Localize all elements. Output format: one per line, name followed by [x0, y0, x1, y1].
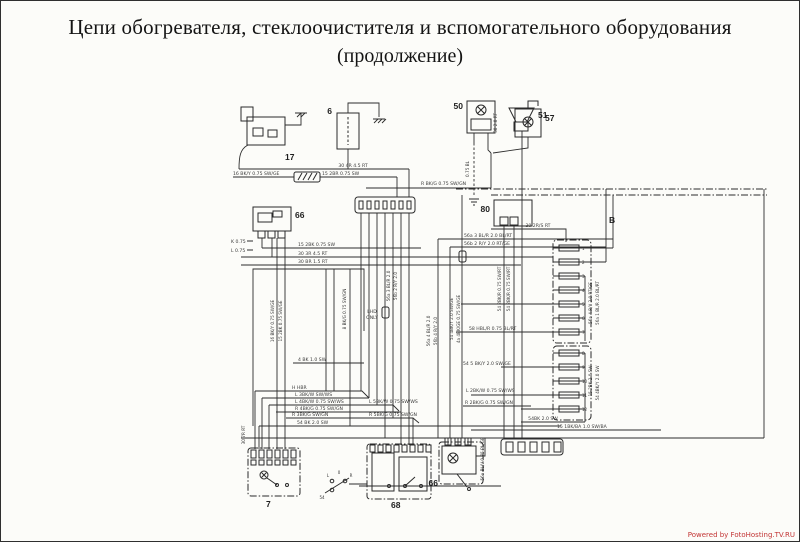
wire-label: 4 BK 1.0 SW: [298, 358, 327, 363]
switch-unit-7: [248, 448, 300, 496]
wire-label-vertical: 54 2BK/R 0.75 SW/RT: [497, 266, 502, 312]
page-title-line2: (продолжение): [336, 45, 464, 67]
wire-label: 56a 3 BL/R 2.0 BL/RT: [464, 234, 513, 239]
wire-label-vertical: 30 7R RT: [241, 425, 246, 445]
wire-label: L 5BK/W 0.75 SW/WS: [369, 400, 418, 405]
switch-position-label: L: [326, 473, 330, 478]
wire-label: R 5BK/G 0.75 SW/GN: [369, 413, 417, 418]
wire-label-vertical: 56a 4 R/Y 2.0 RT/GE: [588, 282, 593, 324]
connector-strip-bottom: [501, 439, 563, 455]
wire-label: 16 BK/Y 0.75 SW/GE: [233, 172, 280, 177]
wire-label: ONLY: [366, 316, 378, 321]
wire-label: 56b 2 R/Y 2.0 RT/GE: [464, 242, 511, 247]
wire-label: 15 2BR 0.75 SW: [322, 172, 360, 177]
label-7: 7: [266, 499, 271, 509]
fuse-number: 12: [582, 407, 588, 412]
lever-switch-icon: [325, 478, 349, 493]
relay-17: [241, 107, 285, 145]
wire-label-vertical: 4a 4BK/GE 0.75 SW/GE: [456, 294, 461, 344]
watermark: Powered by FotoHosting.TV.RU: [687, 531, 795, 539]
wire-label-vertical: 0.75 BL: [465, 161, 470, 177]
wire-label: K 0.75: [231, 240, 246, 245]
wire-label-vertical: 56a 1 BL/R 2.0 BL/RT: [595, 281, 600, 325]
wire-label-vertical: 56b 4 R/Y 2.0: [433, 316, 438, 346]
wire-label: R 3BK/G SW/GN: [292, 413, 329, 418]
wire-label: 58 HBL/R 0.75 BL/RT: [469, 327, 517, 332]
inline-connector-lhd-icon: [382, 307, 389, 318]
fuse-number: 2: [582, 260, 585, 265]
wiring-diagram: [1, 1, 800, 542]
label-51: 51: [538, 110, 548, 120]
label-50: 50: [453, 101, 463, 111]
wire-label-vertical: 54 2BK/R 0.75 SW/RT: [506, 266, 511, 312]
wire-label: 30 4R 4.5 RT: [338, 164, 368, 169]
fuse-number: 10: [582, 379, 588, 384]
wire-label-vertical: 30 2.0 RT: [493, 113, 498, 133]
wire-label: 15 2BK 0.75 SW: [298, 243, 335, 248]
wire-label: 15 1BK/BA 1.0 SW/BA: [557, 425, 607, 430]
connector-strip-top: [355, 197, 415, 213]
fuse-number: 1: [582, 246, 585, 251]
switch-position-label: 0: [337, 470, 341, 475]
wire-label: LHD: [367, 310, 377, 315]
fuse-number: 3: [582, 274, 585, 279]
relay-66-upper: [253, 207, 291, 238]
wire-label: L 0.75: [231, 249, 246, 254]
fuse-number: 9: [582, 365, 585, 370]
wire-label: L 2BK/W 0.75 SW/WS: [466, 389, 515, 394]
fuse-number: 8: [582, 351, 585, 356]
label-68: 68: [391, 500, 401, 510]
wire-label: R 4BK/G 0.75 SW/GN: [295, 407, 343, 412]
label-80: 80: [480, 204, 490, 214]
component-6: [337, 113, 359, 149]
wire-label-vertical: 15 2BK 0.75 SW/GE: [278, 300, 283, 342]
fuses: [559, 245, 579, 412]
wire-label-vertical: 56a BL/V 0.75 BL/GE: [480, 437, 485, 481]
wire-label: 54 BK 2.0 SW: [297, 421, 329, 426]
wire-label-vertical: 15 2BK 2.0 SW: [588, 365, 593, 397]
wire-label-vertical: 54 4BK/Y 2.0 SW/GE: [449, 297, 454, 341]
wire-label: L 4BK/W 0.75 SW/WS: [295, 400, 344, 405]
resistor-icon: [294, 172, 320, 182]
label-17: 17: [285, 152, 295, 162]
wire-label: L 3BK/W SW/WS: [295, 393, 333, 398]
wire-label: 30 2R/S RT: [525, 224, 551, 229]
page-title-line1: Цепи обогревателя, стеклоочистителя и вспомогательного оборудования: [68, 15, 732, 39]
wire-label-vertical: 56a 4 BL/R 2.0: [426, 315, 431, 347]
fuse-number: 11: [582, 393, 588, 398]
wire-label: R 2BK/G 0.75 SW/GN: [465, 401, 513, 406]
inline-connector-icon: [459, 251, 466, 262]
connector-80: [494, 200, 532, 226]
fuse-number: 6: [582, 316, 585, 321]
label-6: 6: [327, 106, 332, 116]
component-50: [467, 101, 495, 133]
fuse-number: 4: [582, 288, 585, 293]
fuse-number: 7: [582, 330, 585, 335]
wire-label: 30 3R 4.5 RT: [298, 252, 328, 257]
switch-position-label: 54: [319, 495, 325, 500]
wire-label: 54 5 BK/Y 2.0 SW/GE: [463, 362, 511, 367]
label-57: 57: [545, 113, 555, 123]
label-b: B: [609, 215, 616, 225]
fuse-number: 5: [582, 302, 585, 307]
wire-label: 30 BR 1.5 RT: [298, 260, 328, 265]
wire-label-vertical: 56a 3 BL/R 2.0: [386, 270, 391, 302]
label-66-lower: 66: [428, 478, 438, 488]
label-66-upper: 66: [295, 210, 305, 220]
wire-label: R BK/G 0.75 SW/GN: [421, 182, 467, 187]
wire-label-vertical: 54 4BK/Y 2.0 SW: [595, 365, 600, 401]
switch-position-label: R: [349, 473, 353, 478]
wire-label: H HBR: [292, 386, 307, 391]
wire-label-vertical: 16 BK/Y 0.75 SW/GE: [270, 299, 275, 343]
wire-label: 54BK 2.0 SW: [528, 417, 558, 422]
wire-label-vertical: 8 BK/G 0.75 SW/GN: [342, 288, 347, 330]
switch-66-lower: [439, 438, 483, 491]
wire-label-vertical: 56b 2 R/Y 2.0: [393, 271, 398, 301]
